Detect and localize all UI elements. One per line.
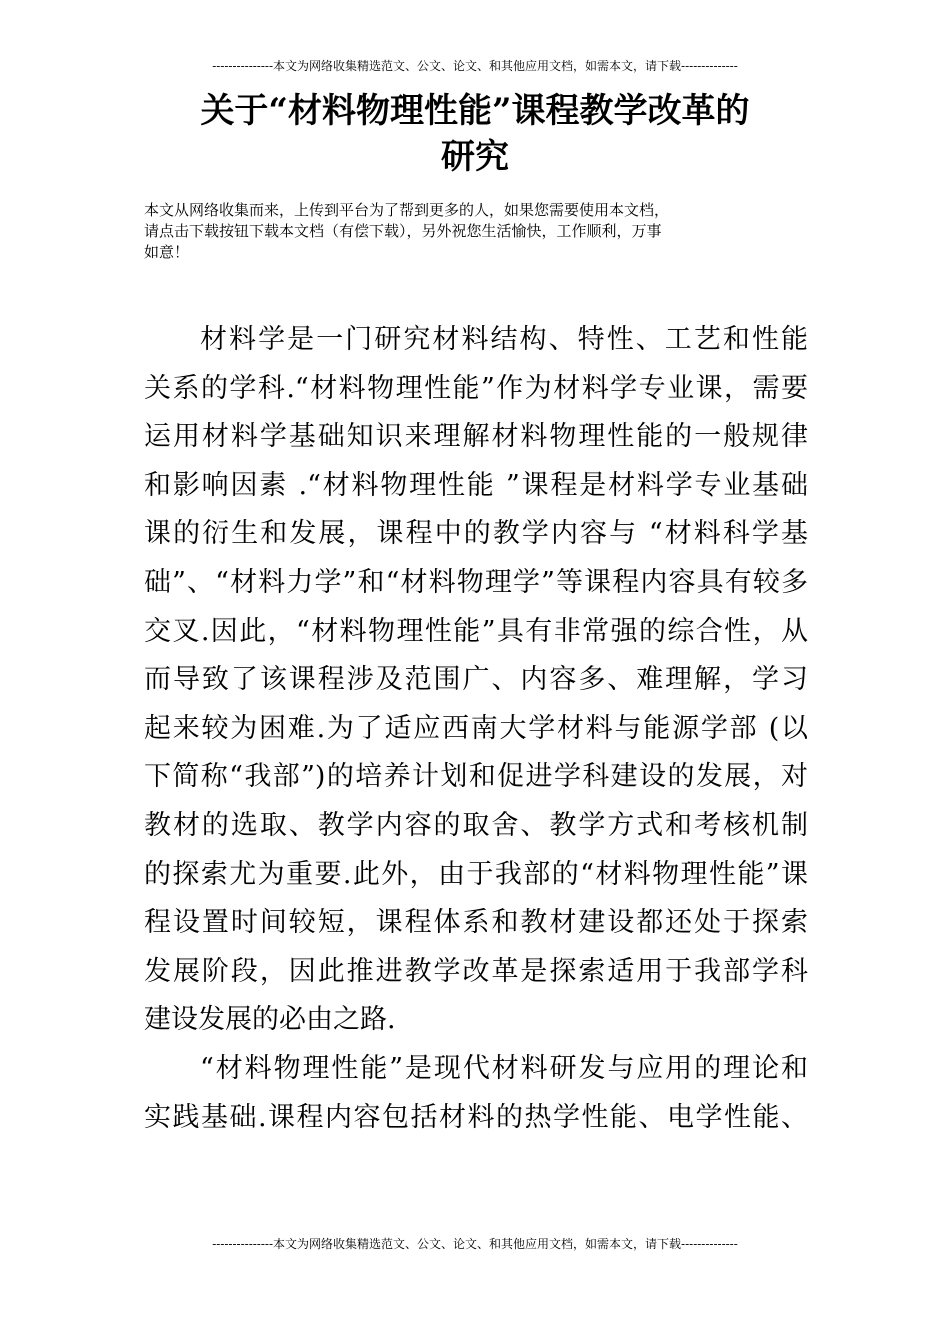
body-line: 程设置时间较短，课程体系和教材建设都还处于探索 xyxy=(144,907,808,939)
body-line: 起来较为困难.为了适应西南大学材料与能源学部 (以 xyxy=(144,712,808,744)
body-line: 和影响因素 .“材料物理性能 ”课程是材料学专业基础 xyxy=(144,469,808,501)
body-line: 础”、“材料力学”和“材料物理学”等课程内容具有较多 xyxy=(144,566,808,598)
body-line: 发展阶段，因此推进教学改革是探索适用于我部学科 xyxy=(144,955,808,987)
body-line: 材料学是一门研究材料结构、特性、工艺和性能 xyxy=(200,324,808,355)
body-line: 课的衍生和发展，课程中的教学内容与 “材料科学基 xyxy=(144,518,808,550)
footer-banner: ---------------本文为网络收集精选范文、公文、论文、和其他应用文档，如需本文，请下载-------------- xyxy=(212,1237,738,1251)
body-line: 建设发展的必由之路. xyxy=(144,1004,396,1036)
title-line: 关于“材料物理性能”课程教学改革的 xyxy=(200,91,750,131)
body-line: 下简称“我部”)的培养计划和促进学科建设的发展，对 xyxy=(144,761,808,793)
header-banner: ---------------本文为网络收集精选范文、公文、论文、和其他应用文档，如需本文，请下载-------------- xyxy=(212,59,738,73)
body-line: 教材的选取、教学内容的取舍、教学方式和考核机制 xyxy=(144,809,808,841)
body-line: “材料物理性能”是现代材料研发与应用的理论和 xyxy=(200,1052,808,1084)
document-title xyxy=(160,88,790,180)
body-line: 关系的学科.“材料物理性能”作为材料学专业课，需要 xyxy=(144,372,808,404)
body-line: 交叉.因此，“材料物理性能”具有非常强的综合性，从 xyxy=(144,615,808,647)
notice-line: 如意！ xyxy=(144,243,190,261)
notice-line: 本文从网络收集而来，上传到平台为了帮到更多的人，如果您需要使用本文档， xyxy=(144,201,670,219)
notice-line: 请点击下载按钮下载本文档（有偿下载），另外祝您生活愉快，工作顺利，万事 xyxy=(144,222,662,240)
download-notice xyxy=(144,200,808,263)
body-line: 的探索尤为重要.此外，由于我部的“材料物理性能”课 xyxy=(144,858,808,890)
body-line: 而导致了该课程涉及范围广、内容多、难理解，学习 xyxy=(144,664,808,696)
body-text xyxy=(144,316,808,1142)
title-line: 研究 xyxy=(441,137,509,177)
body-line: 实践基础.课程内容包括材料的热学性能、电学性能、 xyxy=(144,1101,808,1133)
body-line: 运用材料学基础知识来理解材料物理性能的一般规律 xyxy=(144,421,808,453)
